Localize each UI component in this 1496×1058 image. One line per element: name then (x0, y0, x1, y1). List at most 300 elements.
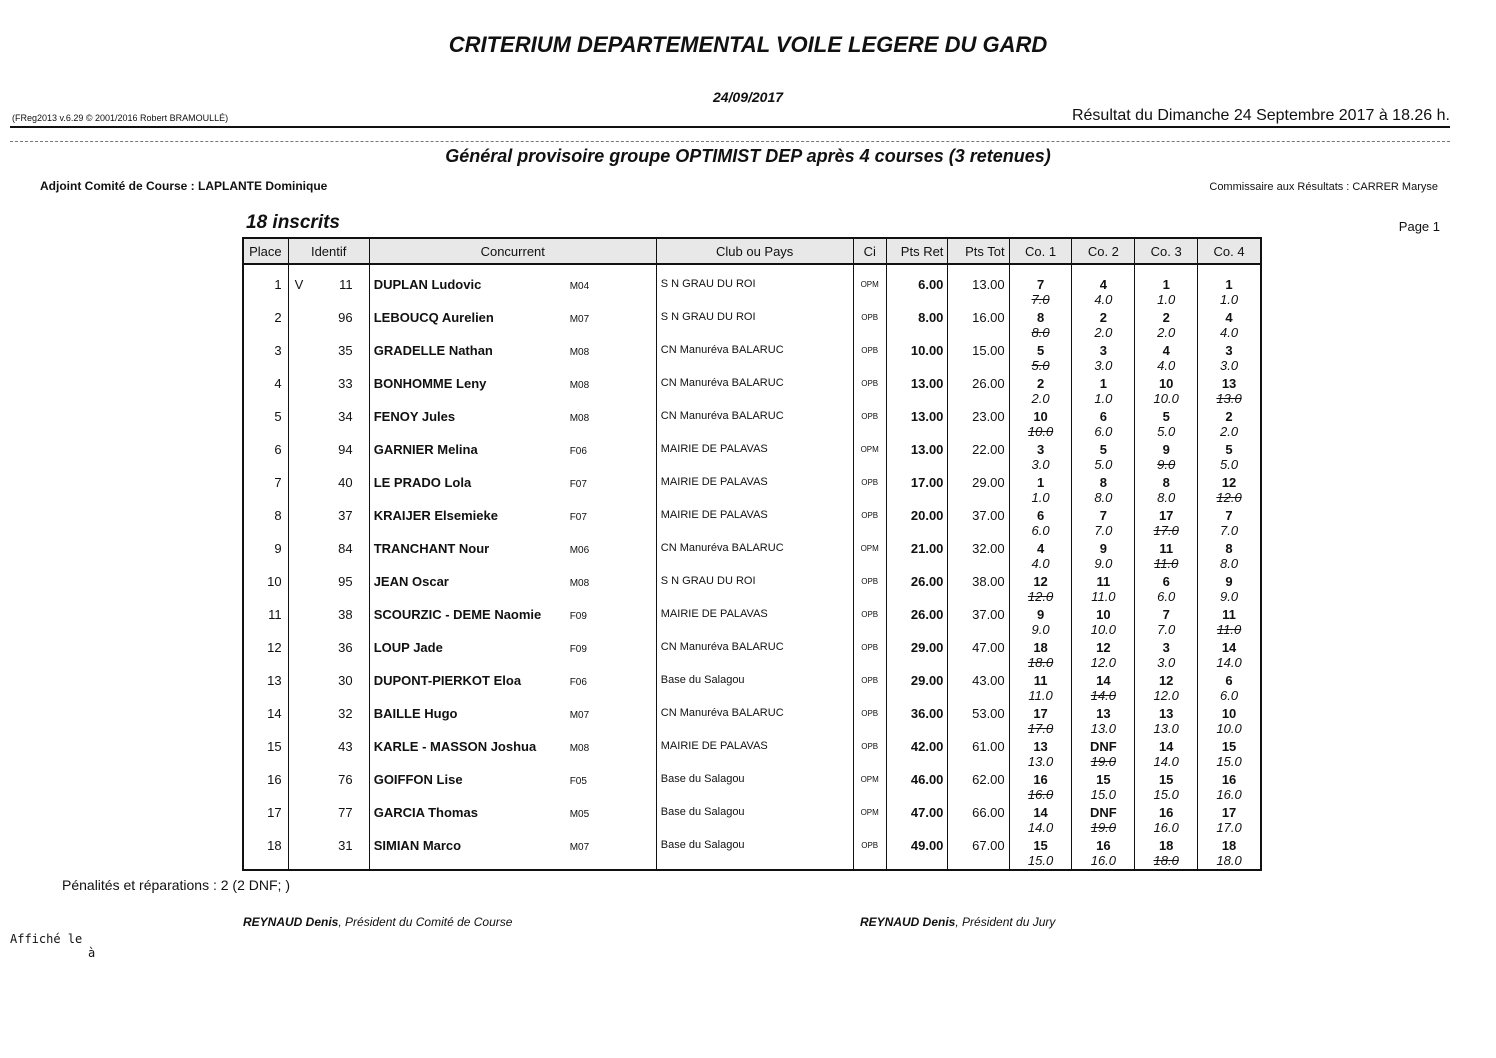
filler-cell (1135, 869, 1198, 870)
identif-line (289, 737, 369, 754)
race-rank: 12 (1096, 640, 1111, 655)
race-rank: 5 (1225, 442, 1233, 457)
concurrent-cell (369, 770, 656, 803)
race-points: 6.0 (1031, 523, 1050, 538)
results-body (243, 264, 1261, 870)
race-points: 2.0 (1157, 325, 1176, 340)
race-points: 18.0 (1216, 853, 1242, 868)
identif-cell (288, 638, 369, 671)
pts-ret-cell (886, 539, 948, 572)
sail-number: 40 (338, 475, 353, 490)
race-points-discarded: 12.0 (1216, 490, 1242, 505)
identif-line (289, 308, 369, 325)
race-rank: 13 (1221, 376, 1237, 391)
sig2-name: REYNAUD Denis (860, 915, 956, 929)
identif-cell (288, 803, 369, 836)
club-name: Base du Salagou (660, 773, 745, 785)
competitor-name: GOIFFON Lise (373, 772, 463, 787)
pts-ret-cell (886, 308, 948, 341)
filler-cell (853, 869, 886, 870)
pts-tot-value: 67.00 (972, 838, 1005, 853)
concurrent-line (370, 737, 656, 756)
pts-tot-value: 53.00 (972, 706, 1005, 721)
race-cell (1135, 374, 1198, 407)
concurrent-line (370, 407, 656, 426)
race-cell (1135, 638, 1198, 671)
race-cell (1009, 836, 1072, 869)
club-name: CN Manuréva BALARUC (660, 707, 784, 719)
race-points: 10.0 (1216, 721, 1242, 736)
spacer-cell (1198, 264, 1261, 275)
class-cell (853, 473, 886, 506)
race-points: 12.0 (1090, 655, 1117, 670)
race-cell (1072, 308, 1135, 341)
concurrent-cell (369, 572, 656, 605)
col-co3: Co. 3 (1135, 238, 1198, 264)
spacer-cell (288, 264, 369, 275)
race-rank: 18 (1033, 640, 1048, 655)
race-cell (1009, 638, 1072, 671)
race-cell (1198, 770, 1261, 803)
race-rank: 13 (1158, 706, 1174, 721)
race-cell (1072, 605, 1135, 638)
race-cell (1009, 473, 1072, 506)
place-value: 8 (274, 508, 282, 523)
race-cell (1135, 770, 1198, 803)
race-points: 9.0 (1094, 556, 1113, 571)
place-cell (243, 308, 288, 341)
class-code: OPB (861, 610, 879, 619)
pts-tot-value: 61.00 (972, 739, 1005, 754)
competitor-name: SIMIAN Marco (373, 838, 462, 853)
race-cell (1072, 704, 1135, 737)
table-row (243, 572, 1261, 605)
sail-number: 43 (338, 739, 353, 754)
concurrent-line (370, 506, 656, 525)
pts-tot-cell (948, 308, 1009, 341)
competitor-name: GARNIER Melina (373, 442, 478, 457)
page-number: Page 1 (1398, 219, 1440, 234)
table-filler (243, 869, 1261, 870)
filler-cell (886, 869, 948, 870)
pts-tot-cell (948, 407, 1009, 440)
table-row (243, 407, 1261, 440)
race-points: 1.0 (1220, 292, 1239, 307)
place-value: 15 (267, 739, 282, 754)
competitor-category: F05 (569, 776, 587, 787)
concurrent-cell (369, 638, 656, 671)
col-co2: Co. 2 (1072, 238, 1135, 264)
class-cell (853, 308, 886, 341)
race-rank: 14 (1158, 739, 1174, 754)
race-points-discarded: 13.0 (1216, 391, 1242, 406)
race-points: 9.0 (1220, 589, 1239, 604)
sail-number: 95 (338, 574, 353, 589)
table-row (243, 770, 1261, 803)
race-points: 12.0 (1153, 688, 1179, 703)
race-rank: 3 (1225, 343, 1233, 358)
col-identif: Identif (288, 238, 369, 264)
race-points: 9.0 (1031, 622, 1050, 637)
table-row (243, 308, 1261, 341)
class-code: OPM (860, 280, 879, 289)
race-cell (1072, 473, 1135, 506)
race-points-discarded: 14.0 (1090, 688, 1117, 703)
class-code: OPB (861, 346, 879, 355)
col-club: Club ou Pays (656, 238, 853, 264)
pts-tot-value: 62.00 (972, 772, 1005, 787)
place-value: 10 (267, 574, 282, 589)
race-points: 16.0 (1153, 820, 1179, 835)
club-cell (656, 539, 853, 572)
race-rank: 4 (1225, 310, 1233, 325)
competitor-category: M05 (569, 809, 590, 820)
identif-line (289, 638, 369, 655)
competitor-name: SCOURZIC - DEME Naomie (373, 607, 542, 622)
race-cell (1072, 803, 1135, 836)
club-cell (656, 803, 853, 836)
adjoint-comite: Adjoint Comité de Course : LAPLANTE Dominique (40, 179, 328, 193)
class-code: OPM (860, 544, 879, 553)
class-code: OPM (860, 808, 879, 817)
club-name: CN Manuréva BALARUC (660, 344, 784, 356)
pts-ret-value: 29.00 (910, 640, 944, 655)
race-rank: 17 (1033, 706, 1048, 721)
class-cell (853, 605, 886, 638)
race-cell (1198, 440, 1261, 473)
place-cell (243, 572, 288, 605)
race-rank: 11 (1096, 574, 1111, 589)
race-cell (1135, 407, 1198, 440)
sail-number: 30 (338, 673, 353, 688)
pts-tot-value: 43.00 (972, 673, 1005, 688)
identif-line (289, 473, 369, 490)
pts-tot-value: 16.00 (972, 310, 1005, 325)
table-header-row (243, 238, 1261, 264)
spacer-cell (1135, 264, 1198, 275)
competitor-category: F09 (569, 611, 587, 622)
race-cell (1009, 308, 1072, 341)
pts-tot-value: 37.00 (972, 508, 1005, 523)
race-cell (1198, 341, 1261, 374)
sail-number: 31 (338, 838, 353, 853)
race-points: 14.0 (1027, 820, 1054, 835)
concurrent-cell (369, 308, 656, 341)
race-rank: 15 (1221, 739, 1237, 754)
class-cell (853, 341, 886, 374)
competitor-category: M08 (569, 380, 590, 391)
club-name: CN Manuréva BALARUC (660, 377, 784, 389)
race-points-discarded: 5.0 (1031, 358, 1050, 373)
place-cell (243, 737, 288, 770)
place-value: 5 (274, 409, 282, 424)
place-value: 3 (274, 343, 282, 358)
pts-tot-cell (948, 374, 1009, 407)
identif-cell (288, 440, 369, 473)
race-rank: 4 (1099, 277, 1107, 292)
pts-tot-value: 32.00 (972, 541, 1005, 556)
race-points: 15.0 (1090, 787, 1117, 802)
race-cell (1072, 341, 1135, 374)
table-row (243, 341, 1261, 374)
competitor-category: F09 (569, 644, 587, 655)
pts-tot-cell (948, 737, 1009, 770)
race-points: 2.0 (1220, 424, 1239, 439)
race-points-discarded: 19.0 (1090, 820, 1117, 835)
race-cell (1135, 473, 1198, 506)
race-points: 8.0 (1094, 490, 1113, 505)
race-cell (1009, 275, 1072, 308)
competitor-category: M07 (569, 314, 590, 325)
race-points-discarded: 10.0 (1027, 424, 1054, 439)
race-rank: 16 (1158, 805, 1174, 820)
club-cell (656, 836, 853, 869)
race-points: 7.0 (1157, 622, 1176, 637)
race-points: 16.0 (1216, 787, 1242, 802)
sig1-role: , Président du Comité de Course (338, 915, 513, 929)
race-rank: 14 (1221, 640, 1237, 655)
identif-line (289, 836, 369, 853)
concurrent-line (370, 803, 656, 822)
identif-cell (288, 671, 369, 704)
race-cell (1009, 770, 1072, 803)
race-cell (1135, 275, 1198, 308)
pts-tot-value: 66.00 (972, 805, 1005, 820)
identif-cell (288, 539, 369, 572)
identif-cell (288, 407, 369, 440)
race-rank: 2 (1225, 409, 1233, 424)
header-spacer (243, 264, 1261, 275)
pts-tot-value: 13.00 (972, 277, 1005, 292)
race-cell (1009, 407, 1072, 440)
club-cell (656, 572, 853, 605)
pts-ret-value: 42.00 (910, 739, 944, 754)
header-rule (10, 126, 1450, 128)
identif-cell (288, 704, 369, 737)
club-name: Base du Salagou (660, 806, 745, 818)
place-cell (243, 275, 288, 308)
race-rank: 5 (1162, 409, 1170, 424)
race-points: 4.0 (1220, 325, 1239, 340)
pts-ret-cell (886, 473, 948, 506)
race-rank: 17 (1221, 805, 1237, 820)
entrants-count: 18 inscrits (246, 212, 340, 233)
place-value: 14 (267, 706, 282, 721)
race-points-discarded: 16.0 (1027, 787, 1054, 802)
race-cell (1009, 605, 1072, 638)
competitor-category: M04 (569, 281, 590, 292)
concurrent-line (370, 308, 656, 327)
table-row (243, 473, 1261, 506)
race-rank: 3 (1036, 442, 1045, 457)
race-points: 6.0 (1157, 589, 1176, 604)
sail-number: 32 (338, 706, 353, 721)
place-cell (243, 770, 288, 803)
competitor-name: GRADELLE Nathan (373, 343, 493, 358)
sail-number: 96 (338, 310, 353, 325)
place-value: 6 (274, 442, 282, 457)
race-points: 6.0 (1220, 688, 1239, 703)
race-points-discarded: 11.0 (1216, 622, 1242, 637)
class-code: OPB (861, 742, 879, 751)
header-dashed-rule (10, 141, 1450, 142)
race-points: 16.0 (1090, 853, 1117, 868)
pts-ret-cell (886, 506, 948, 539)
club-cell (656, 737, 853, 770)
race-points: 13.0 (1027, 754, 1054, 769)
race-points: 5.0 (1157, 424, 1176, 439)
place-cell (243, 407, 288, 440)
club-cell (656, 407, 853, 440)
competitor-category: M07 (569, 842, 590, 853)
concurrent-cell (369, 605, 656, 638)
race-points-discarded: 18.0 (1153, 853, 1179, 868)
race-points: 15.0 (1153, 787, 1179, 802)
race-rank: 15 (1096, 772, 1111, 787)
identif-line (289, 407, 369, 424)
race-rank: 10 (1033, 409, 1048, 424)
identif-line (289, 341, 369, 358)
pts-ret-value: 49.00 (910, 838, 944, 853)
race-rank: 16 (1096, 838, 1111, 853)
club-cell (656, 308, 853, 341)
pts-tot-cell (948, 704, 1009, 737)
pts-tot-cell (948, 572, 1009, 605)
club-name: MAIRIE DE PALAVAS (660, 608, 768, 620)
identif-cell (288, 374, 369, 407)
race-cell (1072, 374, 1135, 407)
pts-ret-cell (886, 770, 948, 803)
concurrent-line (370, 572, 656, 591)
table-row (243, 506, 1261, 539)
class-code: OPB (861, 379, 879, 388)
class-code: OPB (861, 511, 879, 520)
competitor-category: M08 (569, 743, 590, 754)
identif-cell (288, 506, 369, 539)
col-place: Place (243, 238, 288, 264)
pts-ret-value: 13.00 (910, 442, 944, 457)
pts-tot-cell (948, 506, 1009, 539)
spacer-cell (886, 264, 948, 275)
col-co1: Co. 1 (1009, 238, 1072, 264)
race-rank: 6 (1036, 508, 1045, 523)
identif-line (289, 440, 369, 457)
race-points: 2.0 (1031, 391, 1050, 406)
table-row (243, 638, 1261, 671)
race-cell (1135, 803, 1198, 836)
identif-cell (288, 836, 369, 869)
pts-ret-value: 26.00 (910, 574, 944, 589)
club-name: MAIRIE DE PALAVAS (660, 740, 768, 752)
identif-line (289, 506, 369, 523)
concurrent-cell (369, 539, 656, 572)
pts-ret-value: 13.00 (910, 409, 944, 424)
pts-ret-value: 10.00 (910, 343, 944, 358)
pts-ret-cell (886, 572, 948, 605)
race-cell (1072, 638, 1135, 671)
race-rank: 16 (1221, 772, 1237, 787)
race-points-discarded: 7.0 (1031, 292, 1050, 307)
race-rank: 7 (1162, 607, 1170, 622)
sail-number: 36 (338, 640, 353, 655)
spacer-cell (853, 264, 886, 275)
identif-line (289, 704, 369, 721)
race-cell (1198, 539, 1261, 572)
place-cell (243, 473, 288, 506)
race-cell (1135, 737, 1198, 770)
race-rank: 9 (1099, 541, 1107, 556)
race-rank: 6 (1162, 574, 1170, 589)
race-cell (1198, 374, 1261, 407)
place-cell (243, 440, 288, 473)
competitor-category: M08 (569, 413, 590, 424)
competitor-category: M08 (569, 347, 590, 358)
sail-number: 37 (338, 508, 353, 523)
sail-number: 94 (338, 442, 353, 457)
pts-tot-cell (948, 638, 1009, 671)
race-points: 3.0 (1031, 457, 1050, 472)
sail-number: 77 (338, 805, 353, 820)
class-code: OPB (861, 643, 879, 652)
club-name: S N GRAU DU ROI (660, 575, 756, 587)
race-rank: 13 (1033, 739, 1048, 754)
race-rank: 15 (1158, 772, 1174, 787)
class-cell (853, 803, 886, 836)
sail-number: 35 (338, 343, 353, 358)
race-rank: 7 (1099, 508, 1107, 523)
race-points: 4.0 (1157, 358, 1176, 373)
table-row (243, 803, 1261, 836)
pts-ret-value: 47.00 (910, 805, 944, 820)
race-points: 2.0 (1094, 325, 1113, 340)
concurrent-line (370, 770, 656, 789)
race-rank: 12 (1221, 475, 1237, 490)
class-cell (853, 539, 886, 572)
col-pts-tot: Pts Tot (948, 238, 1009, 264)
pts-tot-cell (948, 440, 1009, 473)
competitor-category: F07 (569, 512, 587, 523)
race-rank: 12 (1158, 673, 1174, 688)
class-cell (853, 572, 886, 605)
pts-tot-value: 47.00 (972, 640, 1005, 655)
race-rank: 11 (1159, 541, 1174, 556)
competitor-name: TRANCHANT Nour (373, 541, 490, 556)
club-cell (656, 671, 853, 704)
race-cell (1135, 440, 1198, 473)
spacer-cell (1072, 264, 1135, 275)
pts-ret-cell (886, 803, 948, 836)
concurrent-line (370, 374, 656, 393)
sail-number: 34 (338, 409, 353, 424)
place-value: 7 (274, 475, 282, 490)
sail-number: 76 (338, 772, 353, 787)
concurrent-cell (369, 440, 656, 473)
filler-cell (1009, 869, 1072, 870)
filler-cell (243, 869, 288, 870)
spacer-cell (948, 264, 1009, 275)
race-rank: 11 (1033, 673, 1048, 688)
race-points: 1.0 (1031, 490, 1050, 505)
race-rank: 14 (1096, 673, 1111, 688)
identif-line (289, 539, 369, 556)
table-row (243, 737, 1261, 770)
race-rank: 17 (1158, 508, 1174, 523)
race-cell (1072, 506, 1135, 539)
pts-ret-value: 20.00 (910, 508, 944, 523)
place-value: 9 (274, 541, 282, 556)
pts-tot-cell (948, 539, 1009, 572)
place-value: 11 (268, 607, 282, 622)
